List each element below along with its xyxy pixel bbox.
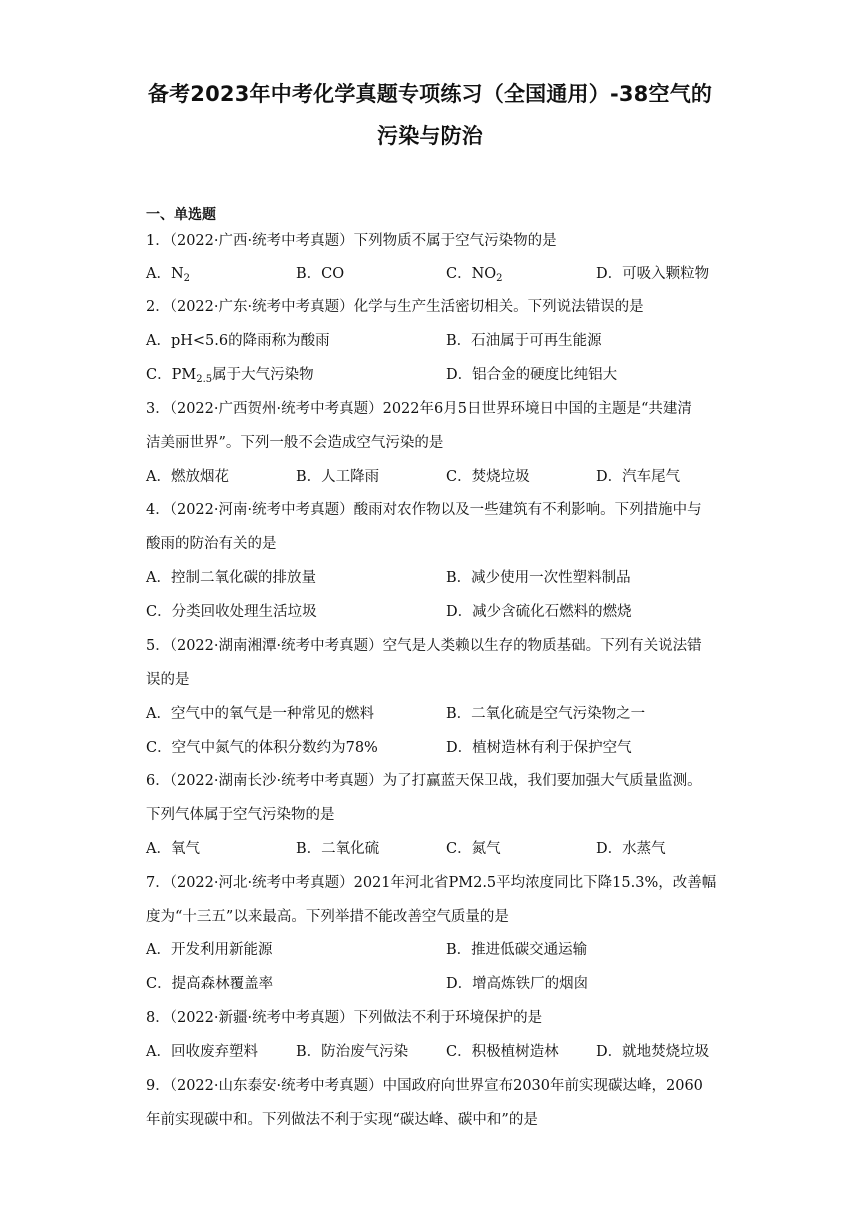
section-heading: 一、单选题 xyxy=(146,207,216,223)
question-5-option-b: B．二氧化硫是空气污染物之一 xyxy=(446,706,646,722)
question-6-option-c: C．氮气 xyxy=(446,841,501,857)
question-4-option-a: A．控制二氧化碳的排放量 xyxy=(146,570,316,586)
question-7-stem-line-2: 度为“十三五”以来最高。下列举措不能改善空气质量的是 xyxy=(146,909,509,925)
question-2-option-b: B．石油属于可再生能源 xyxy=(446,333,602,349)
question-4-option-b: B．减少使用一次性塑料制品 xyxy=(446,570,631,586)
question-7-option-c: C．提高森林覆盖率 xyxy=(146,976,274,992)
question-5-stem-line-1: 5．（2022·湖南湘潭·统考中考真题）空气是人类赖以生存的物质基础。下列有关说法错 xyxy=(146,638,702,654)
question-8-option-b: B．防治废气污染 xyxy=(296,1044,409,1060)
question-8-option-c: C．积极植树造林 xyxy=(446,1044,559,1060)
question-8-option-a: A．回收废弃塑料 xyxy=(146,1044,258,1060)
question-3-stem-line-1: 3．（2022·广西贺州·统考中考真题）2022年6月5日世界环境日中国的主题是“共建清 xyxy=(146,401,692,417)
document-title-line-2: 污染与防治 xyxy=(377,124,483,148)
question-1-option-b: B．CO xyxy=(296,266,345,282)
question-7-option-a: A．开发利用新能源 xyxy=(146,942,273,958)
question-7-option-b: B．推进低碳交通运输 xyxy=(446,942,588,958)
question-6-stem-line-1: 6．（2022·湖南长沙·统考中考真题）为了打赢蓝天保卫战，我们要加强大气质量监测。 xyxy=(146,773,702,789)
question-3-option-b: B．人工降雨 xyxy=(296,469,380,485)
question-6-stem-line-2: 下列气体属于空气污染物的是 xyxy=(146,807,335,823)
question-1-option-d: D．可吸入颗粒物 xyxy=(596,266,710,282)
question-5-option-a: A．空气中的氧气是一种常见的燃料 xyxy=(146,706,374,722)
question-5-option-d: D．植树造林有利于保护空气 xyxy=(446,740,632,756)
question-8-stem: 8．（2022·新疆·统考中考真题）下列做法不利于环境保护的是 xyxy=(146,1010,543,1026)
question-9-stem-line-1: 9．（2022·山东泰安·统考中考真题）中国政府向世界宣布2030年前实现碳达峰，2060 xyxy=(146,1078,703,1094)
question-3-stem-line-2: 洁美丽世界”。下列一般不会造成空气污染的是 xyxy=(146,435,444,451)
question-3-option-d: D．汽车尾气 xyxy=(596,469,681,485)
question-6-option-b: B．二氧化硫 xyxy=(296,841,380,857)
question-5-stem-line-2: 误的是 xyxy=(146,672,190,688)
question-5-option-c: C．空气中氮气的体积分数约为78% xyxy=(146,740,378,756)
question-1-stem: 1．（2022·广西·统考中考真题）下列物质不属于空气污染物的是 xyxy=(146,233,557,249)
question-3-option-c: C．焚烧垃圾 xyxy=(446,469,530,485)
question-7-option-d: D．增高炼铁厂的烟囱 xyxy=(446,976,589,992)
question-2-stem: 2．（2022·广东·统考中考真题）化学与生产生活密切相关。下列说法错误的是 xyxy=(146,299,644,315)
question-6-option-a: A．氧气 xyxy=(146,841,200,857)
question-3-option-a: A．燃放烟花 xyxy=(146,469,229,485)
question-4-stem-line-2: 酸雨的防治有关的是 xyxy=(146,536,277,552)
document-title-line-1: 备考2023年中考化学真题专项练习（全国通用）-38空气的 xyxy=(147,82,713,106)
question-6-option-d: D．水蒸气 xyxy=(596,841,666,857)
question-2-option-c: C．$PM_{2.5}$属于大气污染物 xyxy=(146,367,314,385)
question-2-option-d: D．铝合金的硬度比纯铝大 xyxy=(446,367,618,383)
question-8-option-d: D．就地焚烧垃圾 xyxy=(596,1044,710,1060)
question-9-stem-line-2: 年前实现碳中和。下列做法不利于实现“碳达峰、碳中和”的是 xyxy=(146,1112,538,1128)
question-1-option-a: A．$N_2$ xyxy=(146,266,191,284)
question-4-option-d: D．减少含硫化石燃料的燃烧 xyxy=(446,604,632,620)
question-4-option-c: C．分类回收处理生活垃圾 xyxy=(146,604,317,620)
question-1-option-c: C．$NO_2$ xyxy=(446,266,503,284)
question-7-stem-line-1: 7．（2022·河北·统考中考真题）2021年河北省PM2.5平均浓度同比下降15.3%，改善幅 xyxy=(146,875,717,891)
question-2-option-a: A．pH<5.6的降雨称为酸雨 xyxy=(146,333,330,349)
question-4-stem-line-1: 4．（2022·河南·统考中考真题）酸雨对农作物以及一些建筑有不利影响。下列措施中与 xyxy=(146,502,702,518)
